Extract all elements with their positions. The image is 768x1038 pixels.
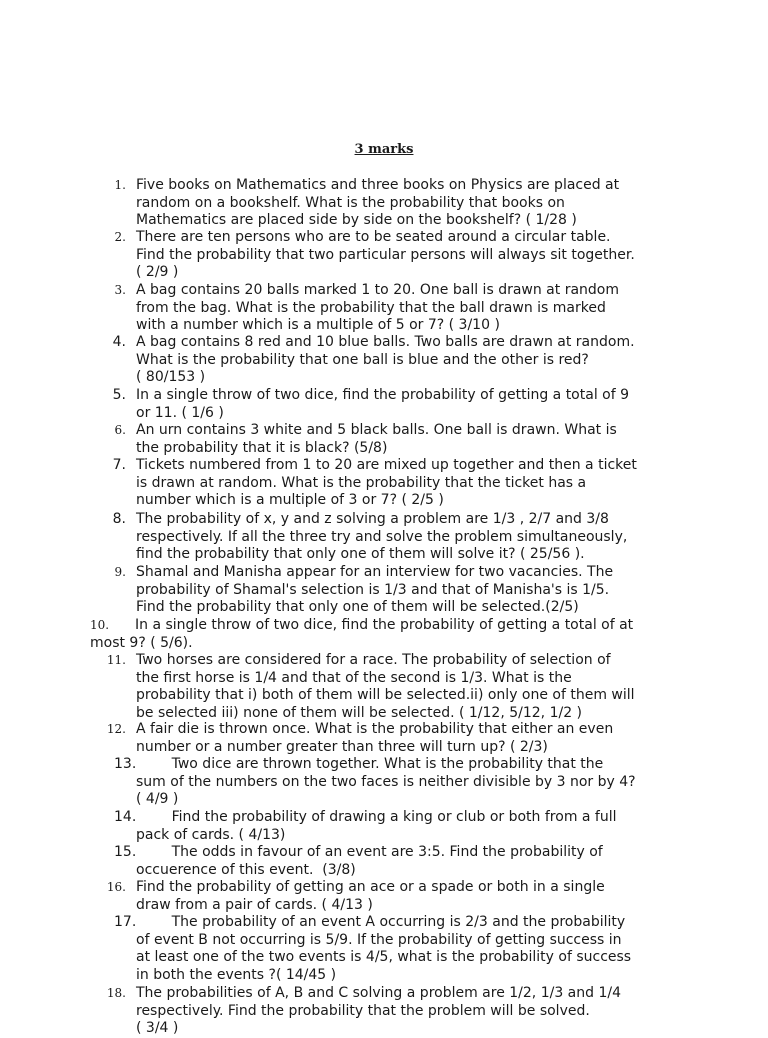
question-line: respectively. If all the three try and solve the problem simultaneously, (136, 528, 628, 545)
question-line: number or a number greater than three will turn up? ( 2/3) (136, 738, 548, 755)
question-line: Two horses are considered for a race. The probability of selection of (136, 652, 611, 668)
question-line: In a single throw of two dice, find the probability of getting a total of 9 (136, 387, 630, 403)
question-line: respectively. Find the probability that the problem will be solved. (136, 1002, 590, 1019)
question-line: Find the probability of getting an ace or a spade or both in a single (136, 879, 605, 895)
question-line: sum of the numbers on the two faces is neither divisible by 3 nor by 4? (136, 773, 636, 790)
section-heading: 3 marks (354, 142, 414, 157)
question-text (136, 652, 681, 722)
question-line: Tickets numbered from 1 to 20 are mixed up together and then a ticket (136, 457, 637, 473)
question-line: pack of cards. ( 4/13) (136, 826, 286, 843)
question-text (90, 617, 680, 652)
question-text (136, 809, 681, 844)
question-number: 8. (112, 511, 126, 527)
question-line: or 11. ( 1/6 ) (136, 404, 224, 421)
question-number: 3. (114, 283, 126, 297)
question-line: Find the probability of drawing a king or club or both from a full (136, 809, 617, 825)
question-line: Shamal and Manisha appear for an interview for two vacancies. The (136, 564, 614, 580)
question-text (136, 457, 681, 510)
question-text (136, 422, 681, 457)
question-line: number which is a multiple of 3 or 7? ( 2/5 ) (136, 492, 444, 509)
question-line: ( 2/9 ) (136, 264, 179, 281)
question-line: probability of Shamal's selection is 1/3 and that of Manisha's is 1/5. (136, 581, 610, 598)
question-line: In a single throw of two dice, find the probability of getting a total of at (135, 617, 634, 633)
question-line: The probability of an event A occurring is 2/3 and the probability (136, 914, 626, 930)
question-text (136, 914, 681, 984)
question-line: be selected iii) none of them will be selected. ( 1/12, 5/12, 1/2 ) (136, 704, 583, 721)
question-line: ( 3/4 ) (136, 1020, 179, 1037)
question-line: in both the events ?( 14/45 ) (136, 966, 337, 983)
question-number: 11. (106, 653, 126, 667)
question-line: the first horse is 1/4 and that of the second is 1/3. What is the (136, 669, 572, 686)
question-number: 12. (106, 722, 126, 736)
question-text (136, 387, 681, 422)
question-text (136, 229, 681, 282)
question-text (136, 879, 681, 914)
question-line: The probabilities of A, B and C solving a problem are 1/2, 1/3 and 1/4 (136, 985, 622, 1001)
question-number: 16. (106, 880, 126, 894)
question-number: 4. (112, 334, 126, 350)
question-text (136, 282, 681, 335)
question-number: 7. (112, 457, 126, 473)
question-line: What is the probability that one ball is blue and the other is red? (136, 351, 589, 368)
question-line: find the probability that only one of them will solve it? ( 25/56 ). (136, 546, 585, 563)
question-line: An urn contains 3 white and 5 black balls. One ball is drawn. What is (136, 422, 617, 438)
question-line: at least one of the two events is 4/5, what is the probability of success (136, 949, 632, 966)
question-line: ( 80/153 ) (136, 369, 206, 386)
question-number: 15. (114, 844, 137, 860)
question-number: 18. (106, 986, 126, 1000)
question-number: 10. (90, 618, 110, 632)
question-text (136, 564, 681, 617)
question-line: The probability of x, y and z solving a problem are 1/3 , 2/7 and 3/8 (136, 511, 609, 527)
question-line: A fair die is thrown once. What is the probability that either an even (136, 721, 614, 737)
question-number: 6. (114, 423, 126, 437)
question-line: occuerence of this event. (3/8) (136, 861, 356, 878)
question-line: random on a bookshelf. What is the probability that books on (136, 194, 565, 211)
question-number: 5. (112, 387, 126, 403)
question-line: the probability that it is black? (5/8) (136, 439, 388, 456)
question-line: A bag contains 8 red and 10 blue balls. Two balls are drawn at random. (136, 334, 635, 350)
question-number: 13. (114, 756, 137, 772)
question-text (136, 844, 681, 879)
question-line: draw from a pair of cards. ( 4/13 ) (136, 896, 373, 913)
question-text (136, 721, 681, 756)
question-text (136, 334, 681, 387)
question-text (136, 511, 681, 564)
question-text (136, 756, 681, 809)
question-number: 9. (114, 565, 126, 579)
question-line: probability that i) both of them will be selected.ii) only one of them will (136, 687, 635, 704)
question-number: 17. (114, 914, 137, 930)
question-text (136, 985, 681, 1038)
question-number: 1. (114, 178, 126, 192)
question-line: with a number which is a multiple of 5 or 7? ( 3/10 ) (136, 317, 500, 334)
question-line: of event B not occurring is 5/9. If the probability of getting success in (136, 931, 622, 948)
question-line: ( 4/9 ) (136, 791, 179, 808)
question-line: from the bag. What is the probability that the ball drawn is marked (136, 299, 606, 316)
question-line: Two dice are thrown together. What is the probability that the (136, 756, 604, 772)
question-text (136, 177, 681, 230)
question-line: is drawn at random. What is the probability that the ticket has a (136, 474, 587, 491)
question-line: A bag contains 20 balls marked 1 to 20. One ball is drawn at random (136, 282, 619, 298)
question-line: There are ten persons who are to be seated around a circular table. (136, 229, 611, 245)
question-line: most 9? ( 5/6). (90, 634, 193, 651)
question-line: Find the probability that only one of them will be selected.(2/5) (136, 599, 579, 616)
question-line: Find the probability that two particular persons will always sit together. (136, 246, 635, 263)
question-line: Mathematics are placed side by side on the bookshelf? ( 1/28 ) (136, 212, 577, 229)
question-number: 14. (114, 809, 137, 825)
question-line: The odds in favour of an event are 3:5. Find the probability of (136, 844, 603, 860)
question-number: 2. (114, 230, 126, 244)
question-line: Five books on Mathematics and three books on Physics are placed at (136, 177, 620, 193)
